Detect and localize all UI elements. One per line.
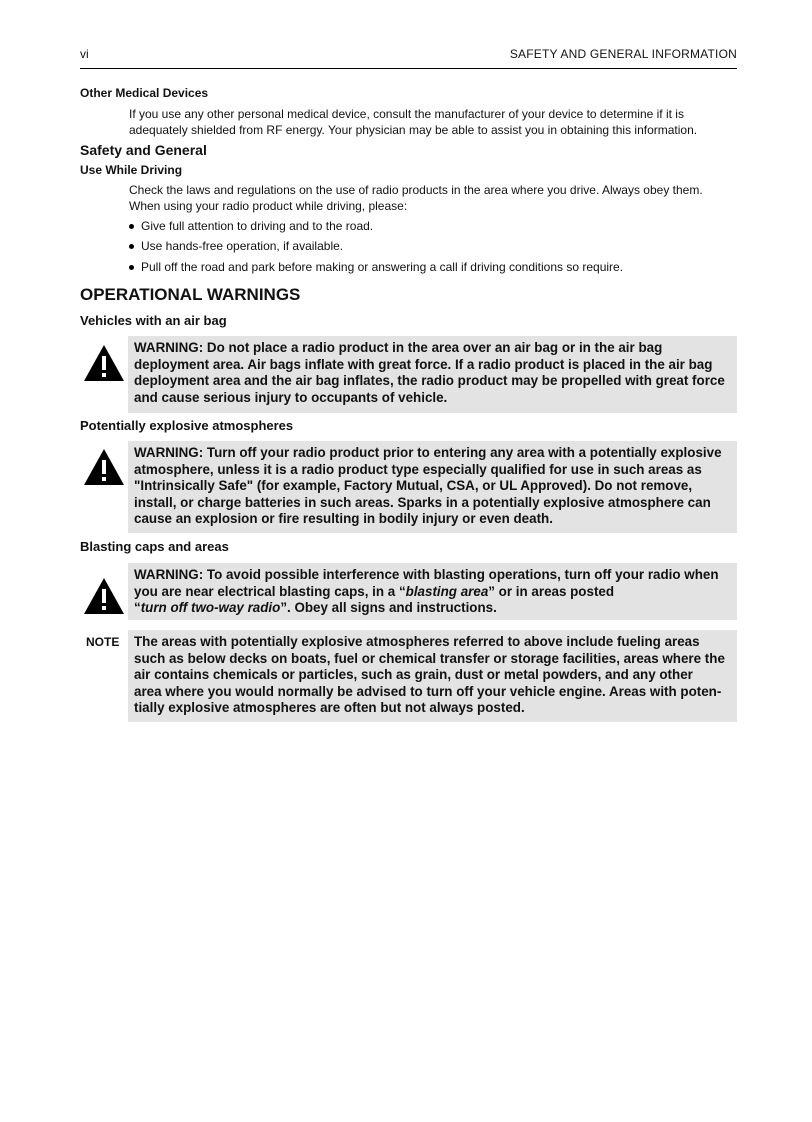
warning-line: deployment area. Air bags inflate with great force. If a radio product is placed in the air bag [134, 356, 713, 372]
warning-triangle-icon [82, 576, 126, 616]
warning-line: you are near electrical blasting caps, in a “blasting area” or in areas posted [134, 583, 615, 599]
other-medical-heading: Other Medical Devices [80, 86, 209, 100]
blasting-warning-text [128, 563, 737, 621]
paragraph-line: If you use any other personal medical device, consult the manufacturer of your device to determine if it is [129, 107, 684, 121]
warning-line: install, or charge batteries in such areas. Sparks in a potentially explosive atmosphere can [134, 494, 711, 510]
note-line: tially explosive atmospheres are often but not always posted. [134, 700, 525, 715]
airbag-warning-box [128, 336, 737, 413]
use-while-driving-heading: Use While Driving [80, 163, 183, 177]
warning-triangle-icon [82, 343, 126, 383]
paragraph-line: When using your radio product while driving, please: [129, 199, 408, 213]
warning-line: "Intrinsically Safe" (for example, Factory Mutual, CSA, or UL Approved). Do not remove, [134, 478, 693, 493]
warning-line: “turn off two-way radio”. Obey all signs and instructions. [134, 600, 497, 615]
blasting-warning-box [128, 563, 737, 620]
warning-line: cause an explosion or fire resulting in bodily injury or even death. [134, 511, 553, 526]
note-line: air contains chemicals or particles, such as grain, dust or metal powders, and any other [134, 667, 693, 682]
paragraph-line: Check the laws and regulations on the use of radio products in the area where you drive. Always obey them. [129, 183, 703, 197]
header-title: SAFETY AND GENERAL INFORMATION [509, 47, 737, 61]
bullet-item: Pull off the road and park before making or answering a call if driving conditions so require. [129, 259, 623, 275]
warning-line: WARNING: Turn off your radio product prior to entering any area with a potentially explosive [134, 445, 722, 460]
warning-triangle-icon [82, 447, 126, 487]
bullet-dot [129, 244, 134, 249]
page-number: vi [80, 47, 89, 61]
warning-line: atmosphere, unless it is a radio product type especially qualified for use in such areas as [134, 461, 702, 477]
paragraph-line: adequately shielded from RF energy. Your physician may be able to assist you in obtaining this information. [129, 123, 698, 137]
bullet-dot [129, 265, 134, 270]
note-box [128, 630, 737, 722]
explosive-warning-box [128, 441, 737, 533]
note-line: area where you would normally be advised to turn off your vehicle engine. Areas with poten- [134, 683, 722, 699]
operational-warnings-heading: OPERATIONAL WARNINGS [80, 285, 301, 304]
note-label: NOTE [86, 635, 120, 649]
note-text [128, 630, 737, 721]
emphasis-text: blasting area [405, 583, 489, 599]
page-header [80, 46, 737, 69]
emphasis-text: turn off two-way radio [140, 600, 281, 615]
warning-line: deployment area and the air bag inflates, the radio product may be propelled with great force [134, 373, 725, 388]
warning-line: WARNING: To avoid possible interference with blasting operations, turn off your radio when [134, 567, 719, 582]
note-line: The areas with potentially explosive atmospheres referred to above include fueling areas [134, 634, 700, 649]
airbag-warning-text [128, 336, 737, 410]
explosive-warning-text [128, 441, 737, 532]
blasting-heading: Blasting caps and areas [80, 539, 229, 554]
safety-general-heading: Safety and General [80, 142, 207, 158]
bullet-item: Use hands-free operation, if available. [129, 238, 343, 254]
driving-text [129, 182, 739, 214]
bullet-item: Give full attention to driving and to the road. [129, 218, 373, 234]
bullet-dot [129, 224, 134, 229]
explosive-heading: Potentially explosive atmospheres [80, 418, 294, 433]
note-line: such as below decks on boats, fuel or chemical transfer or storage facilities, areas where the [134, 650, 725, 666]
warning-line: and cause serious injury to occupants of vehicle. [134, 389, 448, 405]
other-medical-text [129, 106, 739, 138]
warning-line: WARNING: Do not place a radio product in the area over an air bag or in the air bag [134, 340, 663, 355]
airbag-heading: Vehicles with an air bag [80, 313, 227, 328]
